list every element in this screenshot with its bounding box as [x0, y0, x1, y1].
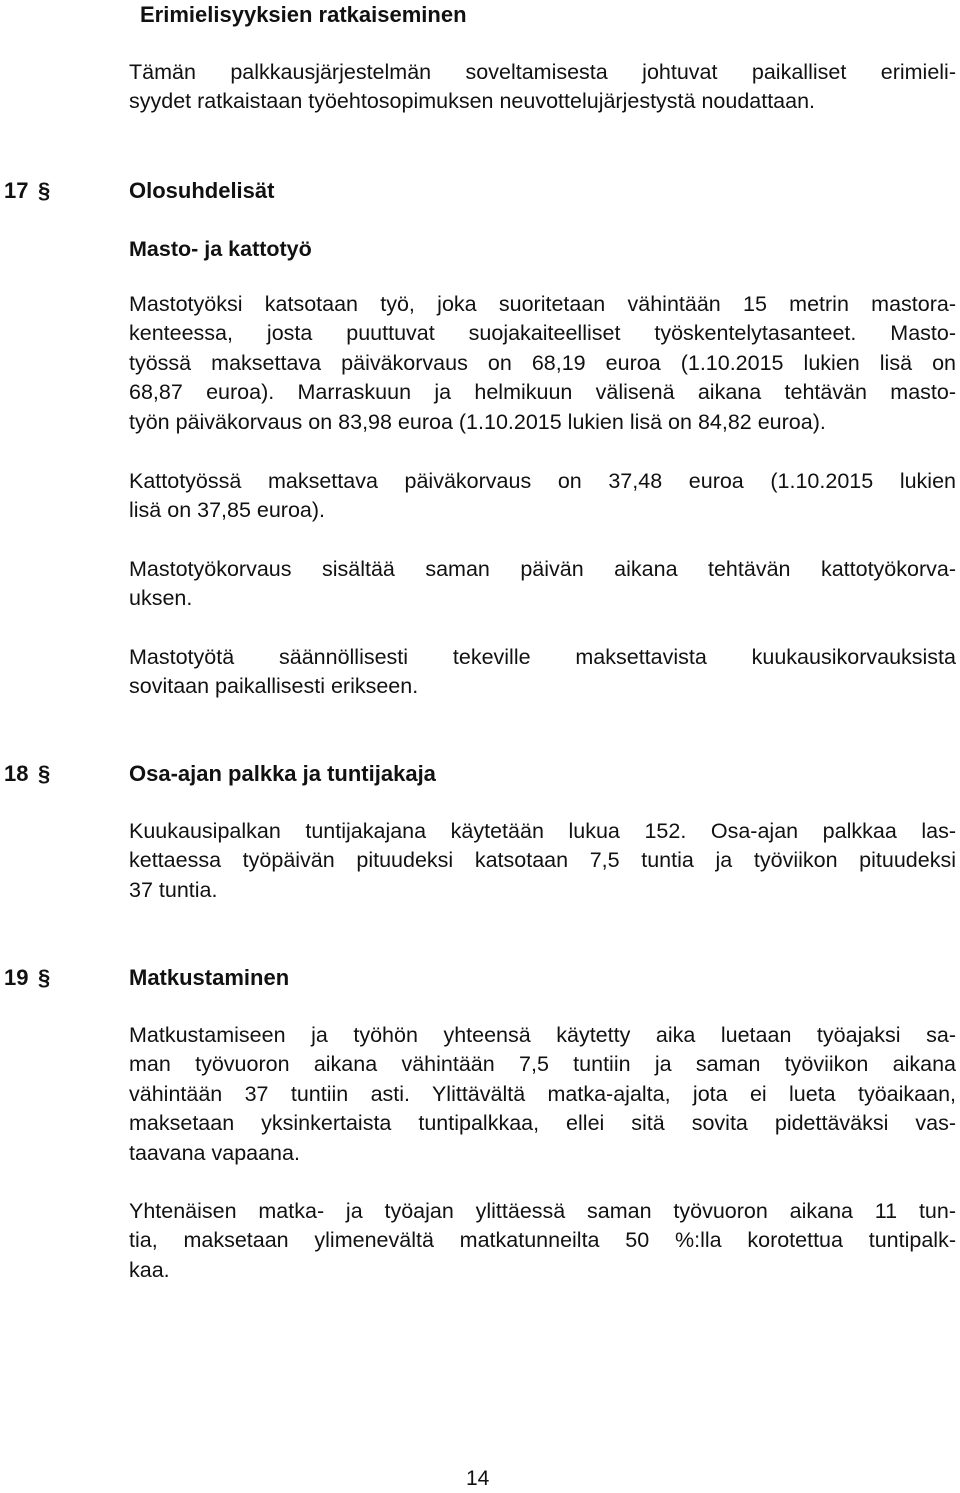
- paragraph-line: tia, maksetaan ylimenevältä matkatunneilta 50 %:lla korotettua tuntipalk-: [129, 1228, 956, 1253]
- section-title-18: Osa-ajan palkka ja tuntijakaja: [129, 761, 436, 786]
- paragraph-line: kenteessa, josta puuttuvat suojakaiteelliset työskentelytasanteet. Masto-: [129, 321, 956, 346]
- section17-paragraph-1: [129, 290, 956, 437]
- paragraph-line: maksetaan yksinkertaista tuntipalkkaa, ellei sitä sovita pidettäväksi vas-: [129, 1111, 956, 1136]
- section-mark-17: §: [38, 178, 51, 203]
- paragraph-line: kettaessa työpäivän pituudeksi katsotaan 7,5 tuntia ja työviikon pituudeksi: [129, 848, 956, 873]
- paragraph-line: 37 tuntia.: [129, 877, 218, 902]
- section-mark-19: §: [38, 965, 51, 990]
- section-number-17: 17: [4, 178, 29, 203]
- paragraph-line: man työvuoron aikana vähintään 7,5 tuntiin ja saman työviikon aikana: [129, 1052, 956, 1077]
- paragraph-line: työssä maksettava päiväkorvaus on 68,19 euroa (1.10.2015 lukien lisä on: [129, 350, 956, 375]
- paragraph-line: 68,87 euroa). Marraskuun ja helmikuun välisenä aikana tehtävän masto-: [129, 380, 956, 405]
- section17-paragraph-3: [129, 555, 956, 614]
- section-title-17: Olosuhdelisät: [129, 178, 275, 203]
- paragraph-line: Mastotyötä säännöllisesti tekeville maksettavista kuukausikorvauksista: [129, 645, 956, 669]
- paragraph-line: vähintään 37 tuntiin asti. Ylittävältä matka-ajalta, jota ei lueta työaikaan,: [129, 1081, 956, 1106]
- page-number: 14: [466, 1467, 490, 1490]
- section-heading-erimielisyydet: Erimielisyyksien ratkaiseminen: [140, 2, 467, 27]
- paragraph-line: kaa.: [129, 1257, 170, 1282]
- section17-paragraph-2: [129, 467, 956, 526]
- paragraph-line: syydet ratkaistaan työehtosopimuksen neuvottelujärjestystä noudattaan.: [129, 89, 816, 114]
- paragraph-line: Mastotyökorvaus sisältää saman päivän aikana tehtävän kattotyökorva-: [129, 557, 956, 581]
- paragraph-line: uksen.: [129, 586, 193, 611]
- paragraph-line: Tämän palkkausjärjestelmän soveltamisesta johtuvat paikalliset erimieli-: [129, 60, 956, 84]
- section-number-19: 19: [4, 965, 29, 990]
- intro-paragraph: [129, 58, 956, 117]
- section19-paragraph-1: [129, 1021, 956, 1168]
- paragraph-line: Yhtenäisen matka- ja työajan ylittäessä saman työvuoron aikana 11 tun-: [129, 1199, 956, 1223]
- section-title-19: Matkustaminen: [129, 965, 290, 990]
- paragraph-line: työn päiväkorvaus on 83,98 euroa (1.10.2015 lukien lisä on 84,82 euroa).: [129, 409, 826, 434]
- section-number-18: 18: [4, 761, 29, 786]
- section-mark-18: §: [38, 761, 51, 786]
- section19-paragraph-2: [129, 1197, 956, 1285]
- paragraph-line: Kattotyössä maksettava päiväkorvaus on 37,48 euroa (1.10.2015 lukien: [129, 469, 956, 493]
- paragraph-line: Mastotyöksi katsotaan työ, joka suoritetaan vähintään 15 metrin mastora-: [129, 292, 956, 316]
- paragraph-line: lisä on 37,85 euroa).: [129, 498, 326, 523]
- paragraph-line: Matkustamiseen ja työhön yhteensä käytetty aika luetaan työajaksi sa-: [129, 1023, 956, 1047]
- section17-paragraph-4: [129, 643, 956, 702]
- paragraph-line: Kuukausipalkan tuntijakajana käytetään lukua 152. Osa-ajan palkkaa las-: [129, 819, 956, 843]
- paragraph-line: sovitaan paikallisesti erikseen.: [129, 674, 419, 699]
- subsection-title-masto-kattotyo: Masto- ja kattotyö: [129, 237, 312, 261]
- section18-paragraph-1: [129, 817, 956, 905]
- paragraph-line: taavana vapaana.: [129, 1140, 300, 1165]
